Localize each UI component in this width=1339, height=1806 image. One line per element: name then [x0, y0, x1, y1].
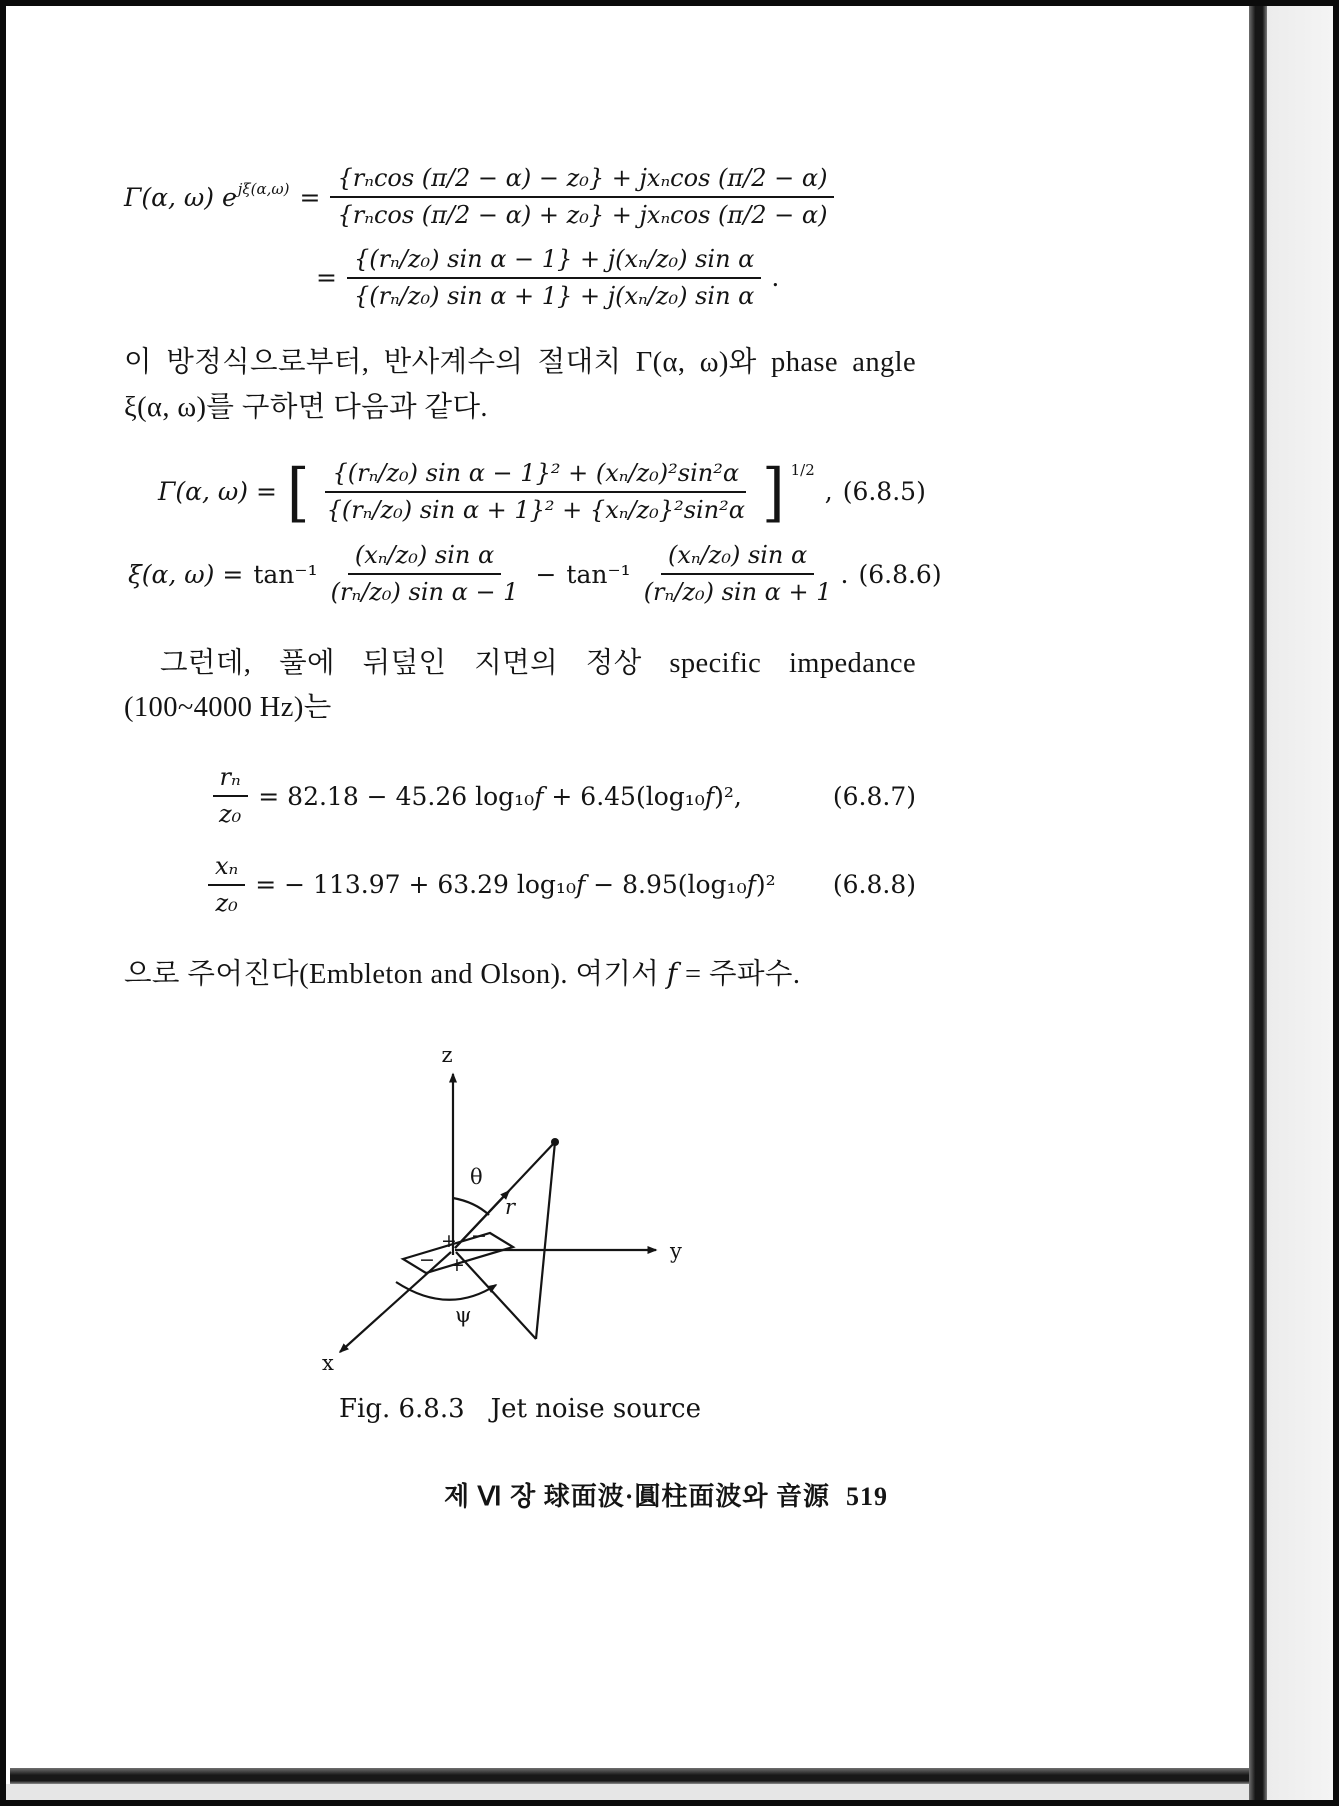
equation-number: (6.8.8) [832, 870, 916, 900]
rhs-part: = − 113.97 + 63.29 log₁₀ [255, 870, 576, 900]
equation-lhs [124, 179, 290, 212]
figure-caption-label: Fig. 6.8.3 [338, 1393, 465, 1424]
equation-lhs: ξ(α, ω) = [128, 559, 244, 589]
source-sign: + [449, 1253, 465, 1276]
fraction [324, 541, 526, 608]
equation-rhs [255, 870, 775, 899]
equation-gamma-row2 [316, 245, 916, 312]
exponent-half: 1/2 [790, 460, 815, 479]
frequency-variable: f [666, 957, 678, 991]
source-sign: − [471, 1224, 487, 1247]
fraction [320, 459, 752, 526]
page-footer [124, 1476, 916, 1513]
gamma-lhs-base: Γ(α, ω) e [124, 182, 237, 212]
fraction-denominator: {(rₙ/z₀) sin α + 1} + j(xₙ/z₀) sin α [353, 281, 755, 310]
gamma-lhs-superscript: jξ(α,ω) [237, 179, 290, 198]
rhs-part: − 8.95(log₁₀ [585, 870, 747, 900]
equation-gamma-exp [124, 164, 916, 311]
open-bracket: [ [286, 454, 310, 530]
figure-caption-text: Jet noise source [490, 1393, 702, 1424]
equation-686 [124, 541, 942, 608]
page-edge-right-light [1267, 6, 1333, 1800]
equation-lhs: Γ(α, ω) = [158, 477, 277, 507]
page-number: 519 [846, 1481, 888, 1511]
fraction [330, 164, 834, 231]
fraction-numerator: rₙ [213, 763, 248, 797]
fraction-numerator: {(rₙ/z₀) sin α − 1}² + (xₙ/z₀)²sin²α [325, 459, 746, 493]
equation-number: (6.8.6) [858, 559, 942, 589]
fraction [637, 541, 839, 608]
jet-noise-figure [310, 1042, 730, 1390]
fraction-denominator: z₀ [219, 800, 242, 829]
minus-sign: − [535, 559, 557, 589]
text-segment: = 주파수. [677, 959, 801, 991]
psi-arc [396, 1282, 496, 1300]
fraction-numerator: (xₙ/z₀) sin α [661, 541, 814, 575]
theta-arc [453, 1198, 489, 1215]
rhs-part: + 6.45(log₁₀ [543, 781, 705, 811]
paragraph-intro: 이 방정식으로부터, 반사계수의 절대치 Γ(α, ω)와 phase angle ξ(α, ω)를 구하면 다음과 같다. [124, 347, 916, 423]
close-bracket: ] [761, 454, 785, 530]
equation-number: (6.8.5) [842, 477, 926, 507]
period: . [771, 263, 780, 293]
arctan-symbol: tan⁻¹ [253, 559, 318, 589]
equals-sign: = [316, 263, 337, 293]
equation-687 [124, 763, 916, 830]
frequency-variable: f [704, 781, 715, 811]
r-label: r [505, 1194, 516, 1219]
theta-label: θ [470, 1164, 483, 1189]
z-axis-label: z [441, 1042, 453, 1067]
equation-gamma-row1 [124, 164, 916, 231]
rhs-part: )² [755, 870, 776, 900]
paragraph-reference [124, 952, 916, 998]
paragraph-impedance: 그런데, 풀에 뒤덮인 지면의 정상 specific impedance (100~4000 Hz)는 [124, 647, 916, 724]
fraction-denominator: (rₙ/z₀) sin α − 1 [330, 578, 519, 607]
equation-rhs [258, 782, 742, 811]
fraction-numerator: {rₙcos (π/2 − α) − z₀} + jxₙcos (π/2 − α) [330, 164, 834, 198]
fraction [212, 763, 248, 830]
comma: , [824, 477, 833, 507]
fraction-denominator: {rₙcos (π/2 − α) + z₀} + jxₙcos (π/2 − α) [337, 201, 828, 230]
figure-caption [124, 1394, 916, 1424]
y-axis-label: y [670, 1238, 682, 1263]
fraction-denominator: (rₙ/z₀) sin α + 1 [643, 578, 832, 607]
fraction-denominator: z₀ [215, 888, 238, 917]
observation-point [551, 1138, 559, 1146]
period: . [840, 559, 849, 589]
page-content [124, 6, 942, 1513]
source-sign: + [441, 1229, 457, 1252]
text-segment: 으로 주어진다(Embleton and Olson). 여기서 [124, 959, 667, 991]
fraction-numerator: xₙ [208, 852, 245, 886]
equation-685 [124, 454, 926, 530]
fraction-numerator: (xₙ/z₀) sin α [348, 541, 501, 575]
page-edge-bottom-dark [10, 1768, 1249, 1784]
page-edge-bottom-light [6, 1784, 1249, 1800]
equals-sign: = [299, 182, 321, 212]
rhs-part: )², [714, 781, 742, 811]
chapter-title: 제 Ⅵ 장 球面波·圓柱面波와 音源 [443, 1481, 830, 1511]
fraction-denominator: {(rₙ/z₀) sin α + 1}² + {xₙ/z₀}²sin²α [326, 495, 745, 524]
fraction [208, 852, 245, 919]
figure-683 [124, 1042, 916, 1390]
fraction [347, 245, 761, 312]
page-edge-right-dark [1249, 6, 1267, 1800]
source-sign: − [419, 1248, 435, 1271]
equation-number: (6.8.7) [832, 781, 916, 811]
frequency-variable: f [746, 870, 756, 900]
fraction-numerator: {(rₙ/z₀) sin α − 1} + j(xₙ/z₀) sin α [347, 245, 761, 279]
rhs-part: = 82.18 − 45.26 log₁₀ [258, 781, 535, 811]
psi-label: ψ [455, 1302, 472, 1327]
arctan-symbol: tan⁻¹ [566, 559, 631, 589]
x-axis-label: x [322, 1350, 334, 1375]
frequency-variable: f [534, 781, 544, 811]
equation-688 [124, 852, 916, 919]
frequency-variable: f [575, 870, 586, 900]
cone-right-edge [536, 1142, 555, 1339]
